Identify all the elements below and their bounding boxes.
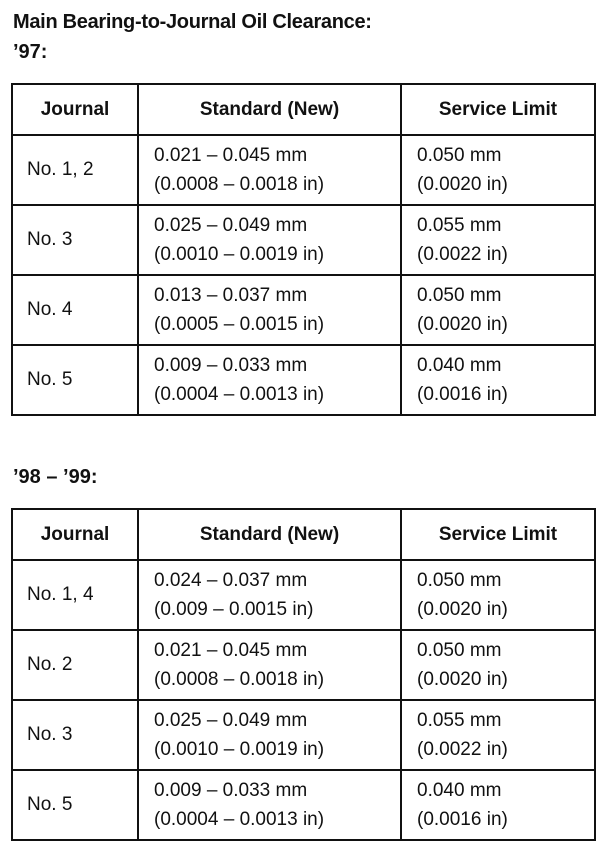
- standard-in: (0.0004 – 0.0013 in): [154, 384, 325, 405]
- standard-in: (0.0010 – 0.0019 in): [154, 739, 325, 760]
- service-limit-cell: [401, 135, 595, 205]
- limit-mm: 0.050 mm: [417, 570, 502, 591]
- service-limit-cell: [401, 560, 595, 630]
- limit-in: (0.0022 in): [417, 739, 508, 760]
- journal-cell: No. 5: [12, 345, 138, 415]
- journal-cell: No. 1, 4: [12, 560, 138, 630]
- header-service-limit: Service Limit: [401, 509, 595, 560]
- header-service-limit: Service Limit: [401, 84, 595, 135]
- page-title: Main Bearing-to-Journal Oil Clearance:: [13, 11, 372, 33]
- header-standard: Standard (New): [138, 84, 401, 135]
- standard-cell: [138, 560, 401, 630]
- table-row: [12, 630, 595, 700]
- limit-mm: 0.050 mm: [417, 640, 502, 661]
- clearance-table-97: [11, 83, 596, 416]
- service-limit-cell: [401, 275, 595, 345]
- limit-mm: 0.055 mm: [417, 215, 502, 236]
- header-journal: Journal: [12, 509, 138, 560]
- journal-cell: No. 2: [12, 630, 138, 700]
- standard-cell: [138, 700, 401, 770]
- standard-mm: 0.024 – 0.037 mm: [154, 570, 308, 591]
- table-row: [12, 135, 595, 205]
- journal-cell: No. 1, 2: [12, 135, 138, 205]
- section-label-98-99: ’98 – ’99:: [13, 466, 98, 488]
- limit-mm: 0.050 mm: [417, 145, 502, 166]
- table-row: [12, 560, 595, 630]
- standard-in: (0.0008 – 0.0018 in): [154, 174, 325, 195]
- service-limit-cell: [401, 345, 595, 415]
- service-limit-cell: [401, 205, 595, 275]
- header-standard: Standard (New): [138, 509, 401, 560]
- limit-mm: 0.040 mm: [417, 355, 502, 376]
- standard-cell: [138, 205, 401, 275]
- standard-cell: [138, 630, 401, 700]
- standard-mm: 0.025 – 0.049 mm: [154, 215, 308, 236]
- standard-mm: 0.021 – 0.045 mm: [154, 145, 308, 166]
- table-row: [12, 700, 595, 770]
- table-header-row: [12, 509, 595, 560]
- standard-mm: 0.021 – 0.045 mm: [154, 640, 308, 661]
- table-row: [12, 770, 595, 840]
- standard-mm: 0.013 – 0.037 mm: [154, 285, 308, 306]
- limit-in: (0.0020 in): [417, 669, 508, 690]
- limit-in: (0.0020 in): [417, 599, 508, 620]
- limit-mm: 0.050 mm: [417, 285, 502, 306]
- standard-cell: [138, 345, 401, 415]
- standard-mm: 0.025 – 0.049 mm: [154, 710, 308, 731]
- standard-in: (0.0004 – 0.0013 in): [154, 809, 325, 830]
- service-limit-cell: [401, 770, 595, 840]
- standard-mm: 0.009 – 0.033 mm: [154, 780, 308, 801]
- header-journal: Journal: [12, 84, 138, 135]
- clearance-table-98-99: [11, 508, 596, 841]
- table-header-row: [12, 84, 595, 135]
- standard-in: (0.0005 – 0.0015 in): [154, 314, 325, 335]
- journal-cell: No. 5: [12, 770, 138, 840]
- section-label-97: ’97:: [13, 41, 48, 63]
- journal-cell: No. 4: [12, 275, 138, 345]
- journal-cell: No. 3: [12, 205, 138, 275]
- limit-in: (0.0020 in): [417, 174, 508, 195]
- limit-in: (0.0022 in): [417, 244, 508, 265]
- limit-in: (0.0016 in): [417, 809, 508, 830]
- limit-in: (0.0020 in): [417, 314, 508, 335]
- limit-mm: 0.055 mm: [417, 710, 502, 731]
- limit-in: (0.0016 in): [417, 384, 508, 405]
- standard-cell: [138, 135, 401, 205]
- limit-mm: 0.040 mm: [417, 780, 502, 801]
- standard-cell: [138, 770, 401, 840]
- table-row: [12, 345, 595, 415]
- table-row: [12, 205, 595, 275]
- standard-mm: 0.009 – 0.033 mm: [154, 355, 308, 376]
- standard-in: (0.0008 – 0.0018 in): [154, 669, 325, 690]
- service-limit-cell: [401, 630, 595, 700]
- journal-cell: No. 3: [12, 700, 138, 770]
- standard-cell: [138, 275, 401, 345]
- service-limit-cell: [401, 700, 595, 770]
- standard-in: (0.009 – 0.0015 in): [154, 599, 314, 620]
- standard-in: (0.0010 – 0.0019 in): [154, 244, 325, 265]
- table-row: [12, 275, 595, 345]
